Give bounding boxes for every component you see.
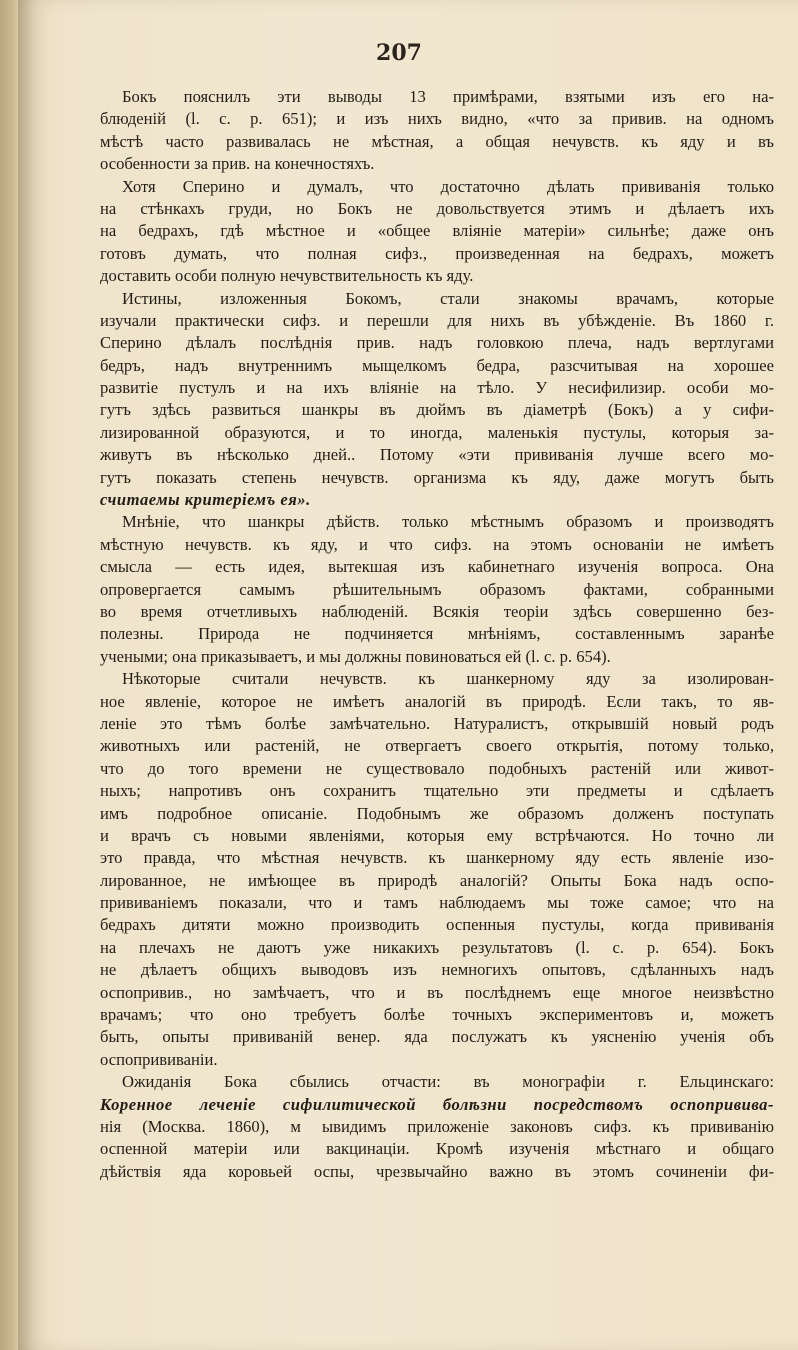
page-body-text [100,86,774,1183]
text-line: на стѣнкахъ груди, но Бокъ не довольствуется этимъ и дѣлаетъ ихъ [100,198,774,218]
text-line: имъ подробное описаніе. Подобнымъ же образомъ долженъ поступать [100,803,774,823]
text-line: быть, опыты прививаній венер. яда послужатъ къ уясненію ученія объ [100,1027,774,1047]
text-line: бедръ, надъ внутреннимъ мыщелкомъ бедра, разсчитывая на хорошее [100,355,774,375]
text-line: ныхъ; напротивъ онъ сохранитъ тщательно эти предметы и сдѣлаетъ [100,781,774,801]
text-line: на бедрахъ, гдѣ мѣстное и «общее вліяніе матеріи» сильнѣе; даже онъ [100,221,774,241]
text-line: смысла — есть идея, вытекшая изъ кабинетнаго изученія вопроса. Она [100,557,774,577]
text-line: Ожиданія Бока сбылись отчасти: въ монографіи г. Ельцинскаго: [122,1072,774,1092]
text-line: на плечахъ не даютъ уже никакихъ результатовъ (l. c. p. 654). Бокъ [100,937,774,957]
text-line: что до того времени не существовало подобныхъ растеній или живот- [100,758,774,778]
text-line: Истины, изложенныя Бокомъ, стали знакомы врачамъ, которые [122,288,774,308]
text-line: живутъ въ нѣсколько дней.. Потому «эти прививанія лучше всего мо- [100,445,774,465]
text-line: Нѣкоторые считали нечувств. къ шанкерному яду за изолирован- [122,669,774,689]
text-line: во время отчетливыхъ наблюденій. Всякія теоріи здѣсь совершенно без- [100,601,774,621]
text-line: леніе это тѣмъ болѣе замѣчательно. Натуралистъ, открывшій новый родъ [100,713,774,733]
text-line: Коренное леченіе сифилитической болѣзни посредствомъ оспопривива- [100,1094,774,1114]
text-line: блюденій (l. c. p. 651); и изъ нихъ видно, «что за привив. на одномъ [100,109,774,129]
text-line: опровергается самымъ рѣшительнымъ образомъ фактами, собранными [100,579,774,599]
text-line: лированное, не имѣющее въ природѣ аналогій? Опыты Бока надъ оспо- [100,870,774,890]
text-line: врачамъ; что оно требуетъ болѣе точныхъ экспериментовъ и, можетъ [100,1005,774,1025]
text-line: мѣстѣ часто развивалась не мѣстная, а общая нечувств. къ яду и въ [100,131,774,151]
text-line: гутъ здѣсь развиться шанкры въ дюймъ въ діаметрѣ (Бокъ) а у сифи- [100,400,774,420]
text-line: учеными; она приказываетъ, и мы должны повиноваться ей (l. c. p. 654). [100,646,611,666]
text-line: полезны. Природа не подчиняется мнѣніямъ, составленнымъ заранѣе [100,624,774,644]
text-line: Хотя Сперино и думалъ, что достаточно дѣлать прививанія только [122,176,774,196]
text-line: готовъ думать, что полная сифз., произведенная на бедрахъ, можетъ [100,243,774,263]
text-line: Мнѣніе, что шанкры дѣйств. только мѣстнымъ образомъ и производятъ [122,512,774,532]
text-line: Бокъ пояснилъ эти выводы 13 примѣрами, взятыми изъ его на- [122,87,774,106]
text-line: лизированной образуются, и то иногда, маленькія пустулы, которыя за- [100,422,774,442]
text-line: особенности за прив. на конечностяхъ. [100,154,375,174]
text-line: животныхъ или растеній, не отвергаетъ своего открытія, потому только, [100,736,774,756]
text-line: считаемы критеріемъ ея». [100,490,311,510]
text-line: оспопривив., но замѣчаетъ, что и въ послѣднемъ еще многое неизвѣстно [100,982,774,1002]
text-line: прививаніемъ показали, что и тамъ наблюдаемъ мы тоже самое; что на [100,893,774,913]
text-line: гутъ показать степень нечувств. организма къ яду, даже могутъ быть [100,467,774,487]
text-line: развитіе пустулъ и на ихъ вліяніе на тѣло. У несифилизир. особи мо- [100,378,774,398]
text-line: изучали практически сифз. и перешли для нихъ въ убѣжденіе. Въ 1860 г. [100,310,774,330]
text-line: не дѣлаетъ общихъ выводовъ изъ немногихъ опытовъ, сдѣланныхъ надъ [100,960,774,980]
page-number: 207 [376,40,422,66]
text-line: это правда, что мѣстная нечувств. къ шанкерному яду есть явленіе изо- [100,848,774,868]
text-line: оспенной матеріи или вакцинаціи. Кромѣ изученія мѣстнаго и общаго [100,1139,774,1159]
text-line: и врачъ съ новыми явленіями, которыя ему встрѣчаются. Но точно ли [100,825,774,845]
text-line: бедрахъ дитяти можно производить оспенныя пустулы, когда прививанія [100,915,774,935]
text-line: ное явленіе, которое не имѣетъ аналогій въ природѣ. Если такъ, то яв- [100,691,774,711]
text-line: мѣстную нечувств. къ яду, и что сифз. на этомъ основаніи не имѣетъ [100,534,774,554]
text-line: Сперино дѣлалъ послѣднія прив. надъ головкою плеча, надъ вертлугами [100,333,774,353]
text-line: оспопрививаніи. [100,1049,218,1069]
text-line: дѣйствія яда коровьей оспы, чрезвычайно важно въ этомъ сочиненіи фи- [100,1161,774,1181]
text-line: нія (Москва. 1860), м ывидимъ приложеніе законовъ сифз. къ прививанію [100,1116,774,1136]
text-line: доставить особи полную нечувствительность къ яду. [100,266,474,286]
